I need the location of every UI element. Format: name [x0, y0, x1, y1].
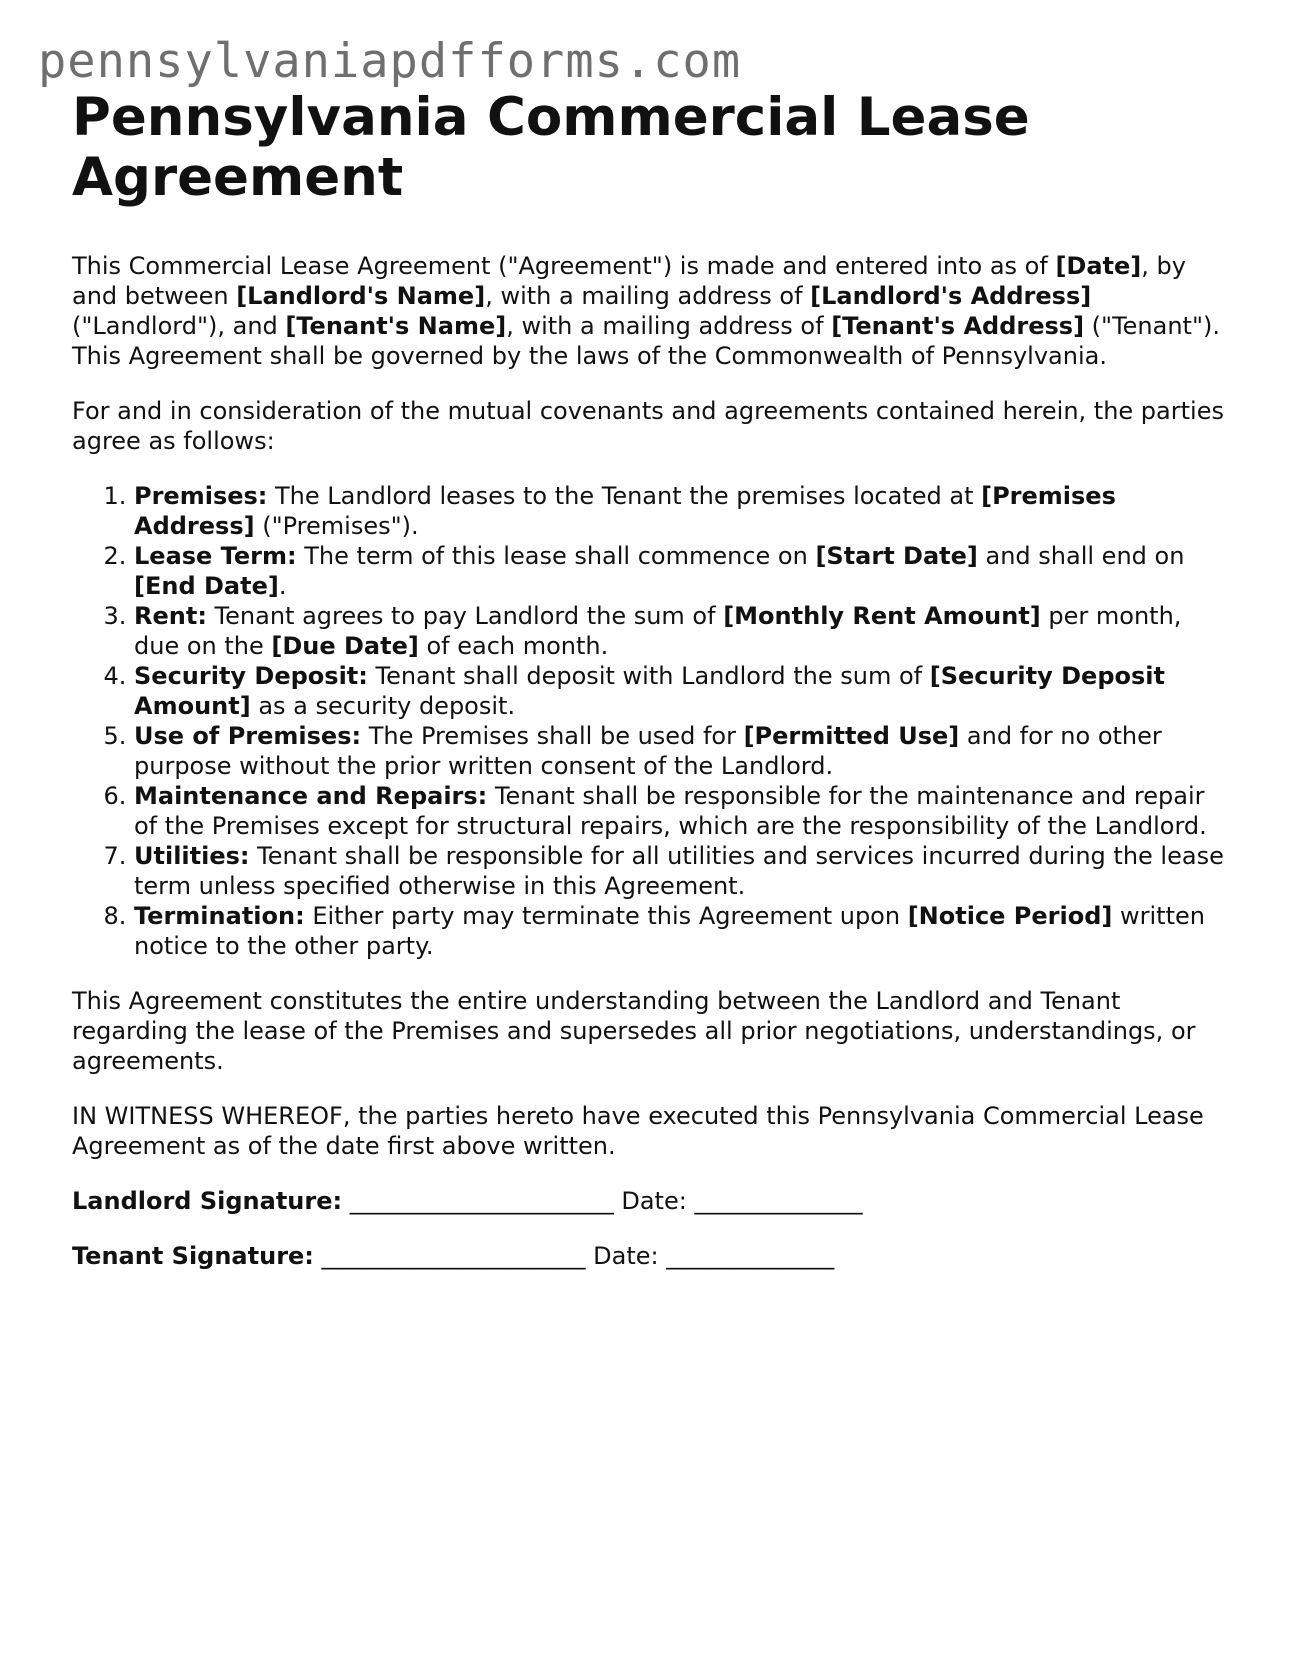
clause-text: Tenant shall be responsible for all utilities and services incurred during the lease term unless specified otherwise in this Agreement.	[134, 842, 1224, 900]
clause-lease-term	[134, 541, 1232, 601]
clause-text: Tenant agrees to pay Landlord the sum of	[206, 602, 724, 630]
field-date: [Date]	[1055, 252, 1142, 280]
intro-text-5: , with a mailing address of	[506, 312, 832, 340]
clause-heading: Security Deposit:	[134, 662, 368, 690]
clause-text: per month, due on the	[134, 602, 1182, 660]
witness-paragraph: IN WITNESS WHEREOF, the parties hereto have executed this Pennsylvania Commercial Lease Agreement as of the date first above written.	[72, 1102, 1204, 1160]
clause-premises	[134, 481, 1232, 541]
field-due-date: [Due Date]	[271, 632, 419, 660]
clause-list	[72, 481, 1232, 961]
landlord-date-line: ______________	[686, 1187, 863, 1215]
landlord-signature-line: ______________________	[342, 1187, 622, 1215]
clause-heading: Termination:	[134, 902, 305, 930]
field-landlord-address: [Landlord's Address]	[810, 282, 1092, 310]
clause-security-deposit	[134, 661, 1232, 721]
intro-text-4: ("Landlord"), and	[72, 312, 286, 340]
watermark: pennsylvaniapdfforms.com	[38, 34, 742, 89]
clause-rent	[134, 601, 1232, 661]
landlord-signature-row	[72, 1186, 1232, 1216]
intro-text-2: , by and between	[72, 252, 1186, 310]
page-title: Pennsylvania Commercial Lease Agreement	[72, 87, 1030, 208]
field-end-date: [End Date]	[134, 572, 279, 600]
field-notice-period: [Notice Period]	[907, 902, 1113, 930]
field-premises-address: [Premises Address]	[134, 482, 1116, 540]
field-monthly-rent-amount: [Monthly Rent Amount]	[723, 602, 1041, 630]
clause-text: and shall end on	[977, 542, 1185, 570]
clause-maintenance-repairs	[134, 781, 1232, 841]
clause-text: The Landlord leases to the Tenant the premises located at	[267, 482, 982, 510]
clause-heading: Maintenance and Repairs:	[134, 782, 488, 810]
intro-text-1: This Commercial Lease Agreement ("Agreement") is made and entered into as of	[72, 252, 1056, 280]
landlord-date-label: Date:	[621, 1187, 687, 1215]
field-landlord-name: [Landlord's Name]	[236, 282, 486, 310]
intro-text-6: ("Tenant"). This Agreement shall be governed by the laws of the Commonwealth of Pennsylvania.	[72, 312, 1220, 370]
clause-heading: Lease Term:	[134, 542, 297, 570]
clause-heading: Premises:	[134, 482, 268, 510]
intro-text-3: , with a mailing address of	[485, 282, 811, 310]
entire-agreement-paragraph: This Agreement constitutes the entire understanding between the Landlord and Tenant regarding the lease of the Premises and supersedes all prior negotiations, understandings, or agreements.	[72, 987, 1196, 1075]
clause-heading: Rent:	[134, 602, 207, 630]
tenant-date-label: Date:	[593, 1242, 659, 1270]
clause-use-of-premises	[134, 721, 1232, 781]
clause-text: The term of this lease shall commence on	[296, 542, 816, 570]
landlord-signature-label: Landlord Signature:	[72, 1187, 343, 1215]
clause-text: Tenant shall be responsible for the maintenance and repair of the Premises except for structural repairs, which are the responsibility of the Landlord.	[134, 782, 1207, 840]
clause-heading: Utilities:	[134, 842, 250, 870]
tenant-signature-line: ______________________	[313, 1242, 594, 1270]
clause-text: as a security deposit.	[250, 692, 516, 720]
clause-termination	[134, 901, 1232, 961]
clause-text: The Premises shall be used for	[361, 722, 744, 750]
clause-text: written notice to the other party.	[134, 902, 1205, 960]
consideration-paragraph: For and in consideration of the mutual covenants and agreements contained herein, the parties agree as follows:	[72, 397, 1224, 455]
clause-text: and for no other purpose without the prior written consent of the Landlord.	[134, 722, 1162, 780]
field-tenant-address: [Tenant's Address]	[831, 312, 1085, 340]
clause-text: ("Premises").	[254, 512, 419, 540]
clause-utilities	[134, 841, 1232, 901]
tenant-date-line: ______________	[658, 1242, 835, 1270]
field-start-date: [Start Date]	[815, 542, 978, 570]
clause-text: Either party may terminate this Agreement upon	[304, 902, 908, 930]
clause-text: of each month.	[418, 632, 609, 660]
field-permitted-use: [Permitted Use]	[743, 722, 960, 750]
clause-text: Tenant shall deposit with Landlord the sum of	[367, 662, 930, 690]
clause-heading: Use of Premises:	[134, 722, 362, 750]
document-body	[72, 88, 1232, 1271]
tenant-signature-label: Tenant Signature:	[72, 1242, 314, 1270]
field-tenant-name: [Tenant's Name]	[285, 312, 507, 340]
field-security-deposit-amount: [Security Deposit Amount]	[134, 662, 1165, 720]
clause-text: .	[278, 572, 287, 600]
intro-paragraph	[72, 251, 1232, 371]
tenant-signature-row	[72, 1241, 1232, 1271]
